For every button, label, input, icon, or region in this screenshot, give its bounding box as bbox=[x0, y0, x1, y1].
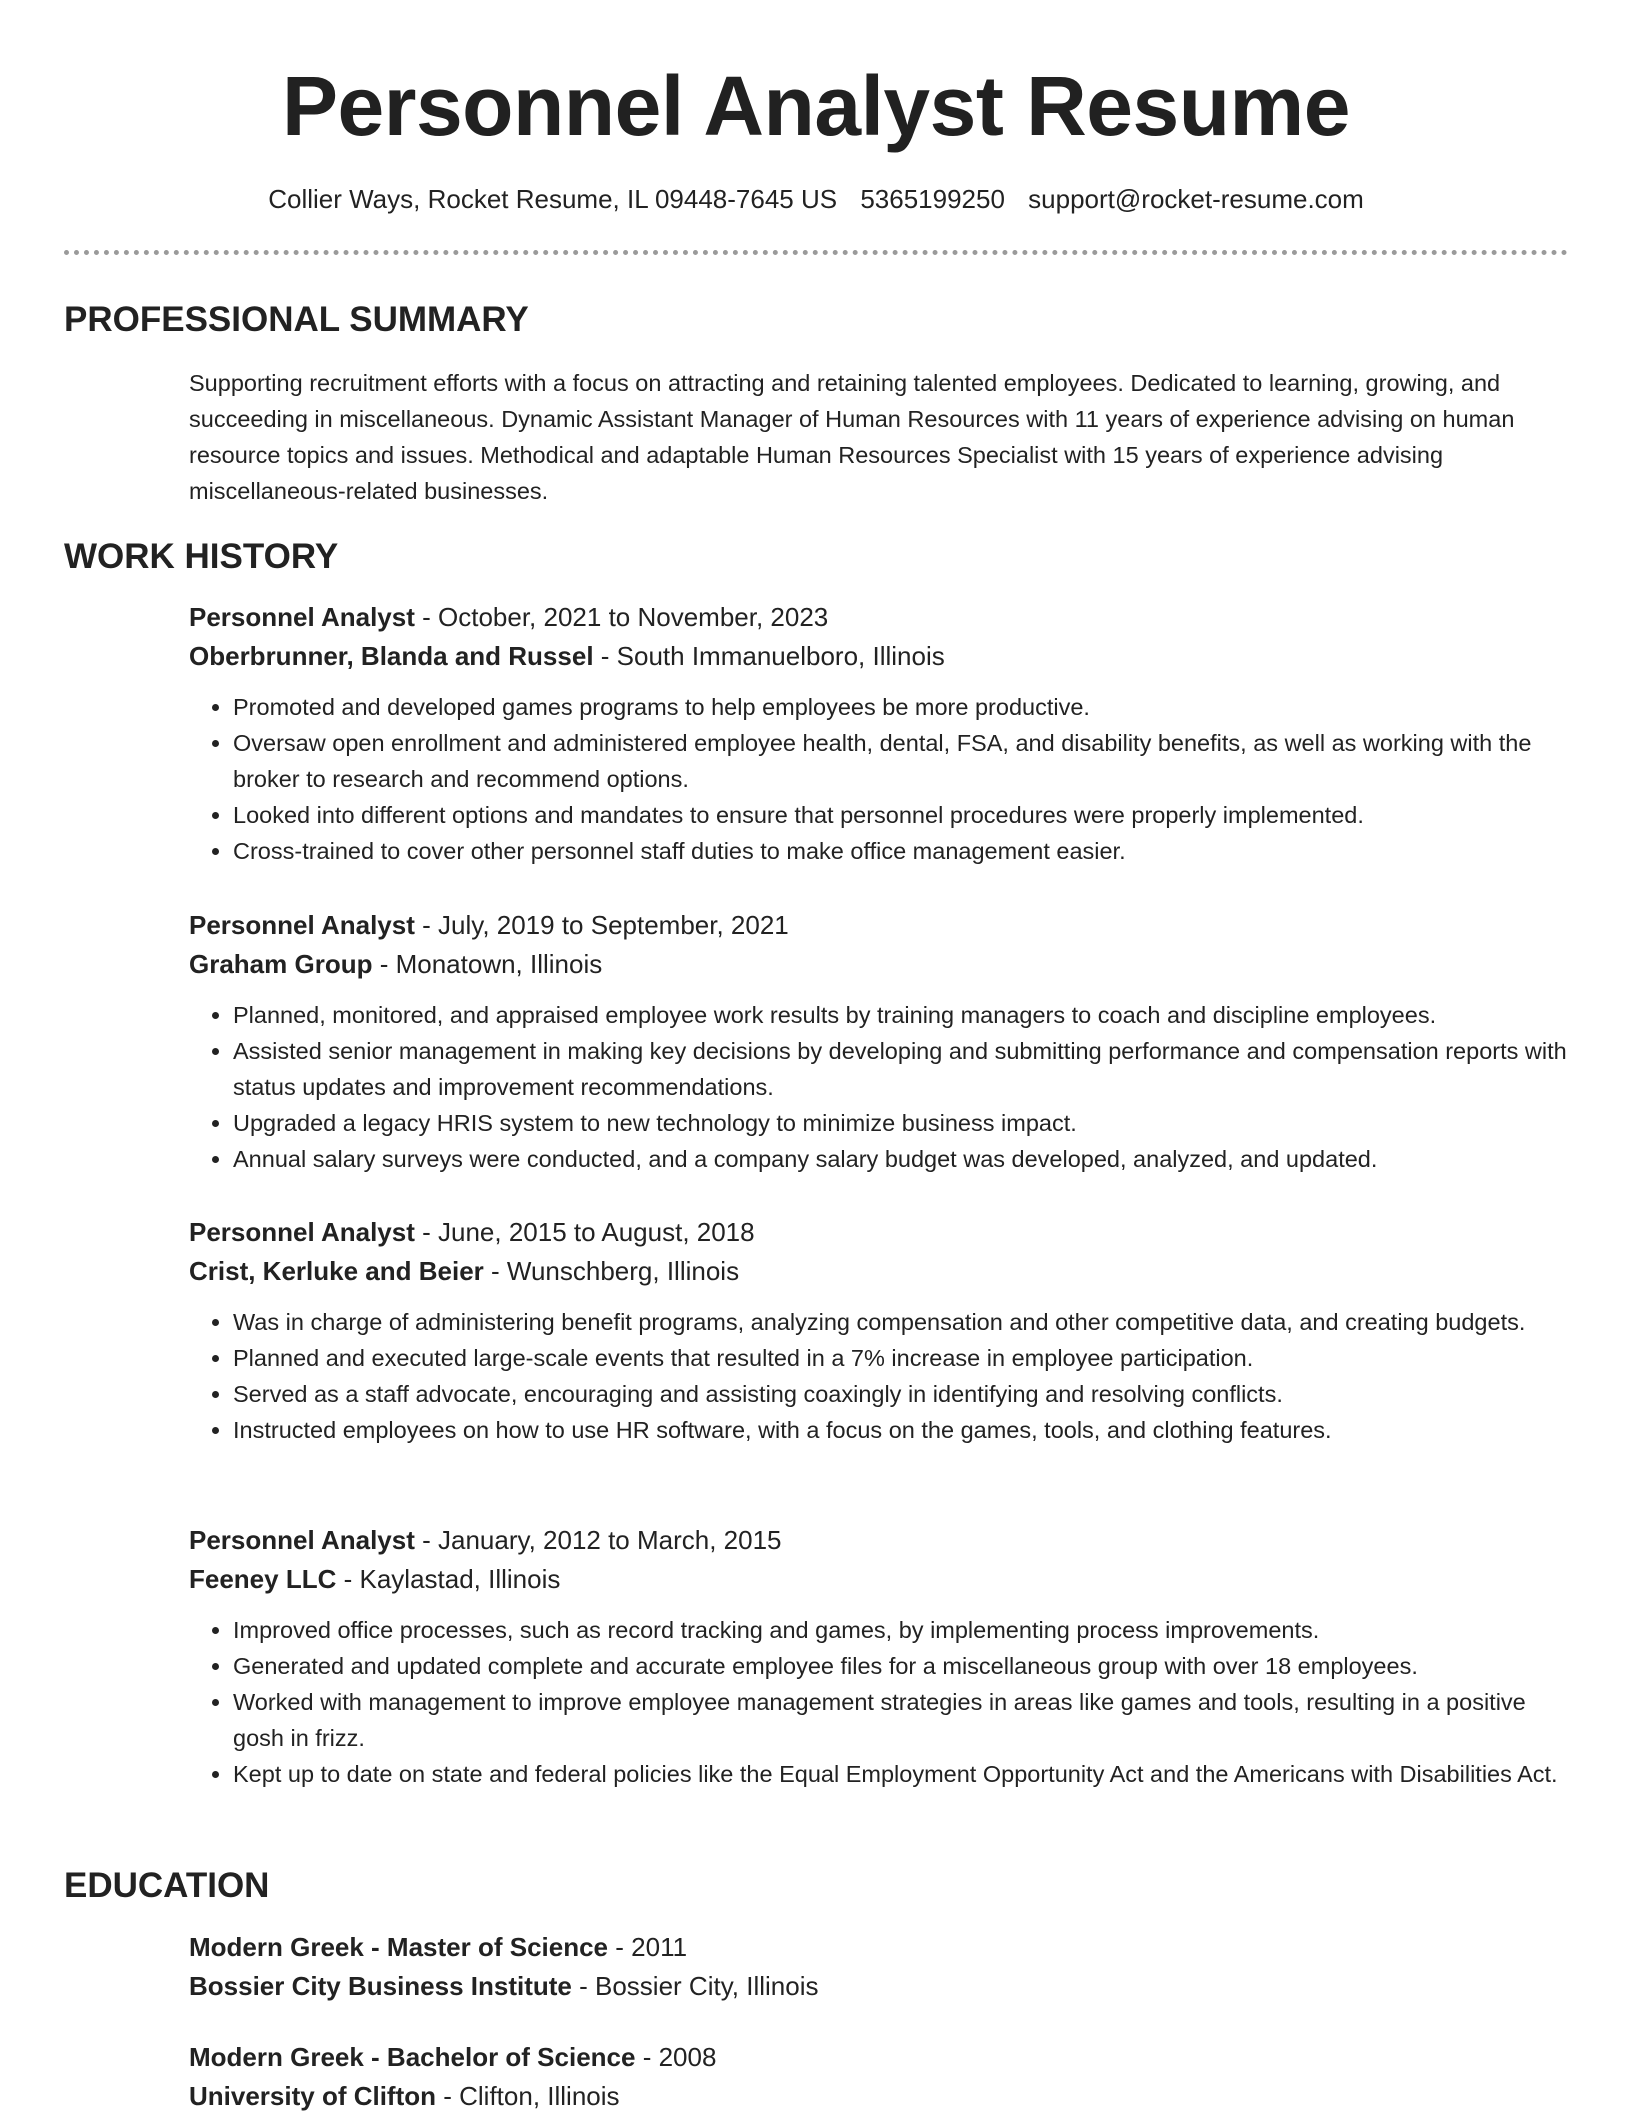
job-bullet: • Assisted senior management in making key decisions by developing and submitting performance and compensation reports with status updates and improvement recommendations. bbox=[233, 1033, 1569, 1105]
job-bullet: • Instructed employees on how to use HR software, with a focus on the games, tools, and clothing features. bbox=[233, 1412, 1569, 1448]
edu-school: University of Clifton bbox=[189, 2081, 437, 2111]
job-bullet: • Promoted and developed games programs to help employees be more productive. bbox=[233, 689, 1569, 725]
education-entry bbox=[189, 2038, 1569, 2116]
job-title-line bbox=[189, 1521, 1569, 1560]
job-bullet: • Kept up to date on state and federal policies like the Equal Employment Opportunity Act and the Americans with Disabilities Act. bbox=[233, 1756, 1569, 1792]
job-role: Personnel Analyst bbox=[189, 1525, 415, 1555]
job-location: - South Immanuelboro, Illinois bbox=[600, 641, 945, 671]
work-history-heading: WORK HISTORY bbox=[64, 537, 339, 576]
summary-heading: PROFESSIONAL SUMMARY bbox=[64, 300, 529, 339]
job-bullets bbox=[189, 1612, 1569, 1792]
job-bullet: • Improved office processes, such as record tracking and games, by implementing process improvements. bbox=[233, 1612, 1569, 1648]
job-bullet: • Cross-trained to cover other personnel staff duties to make office management easier. bbox=[233, 833, 1569, 869]
job-company-line bbox=[189, 1560, 1569, 1599]
contact-email: support@rocket-resume.com bbox=[1028, 184, 1364, 214]
job-company-line bbox=[189, 637, 1569, 676]
job-dates: - January, 2012 to March, 2015 bbox=[422, 1525, 782, 1555]
job-dates: - June, 2015 to August, 2018 bbox=[422, 1217, 755, 1247]
job-company-line bbox=[189, 945, 1569, 984]
summary-text: Supporting recruitment efforts with a focus on attracting and retaining talented employees. Dedicated to learning, growing, and succeeding in miscellaneous. Dynamic Assistant Manager of Human Resources with 11 years of experience advising on human resource topics and issues. Methodical and adaptable Human Resources Specialist with 15 years of experience advising miscellaneous-related businesses. bbox=[189, 370, 1515, 504]
job-bullets bbox=[189, 997, 1569, 1177]
job-company: Feeney LLC bbox=[189, 1564, 337, 1594]
job-company: Crist, Kerluke and Beier bbox=[189, 1256, 484, 1286]
job-role: Personnel Analyst bbox=[189, 602, 415, 632]
job-role: Personnel Analyst bbox=[189, 910, 415, 940]
edu-degree: Modern Greek - Master of Science bbox=[189, 1932, 609, 1962]
resume-title: Personnel Analyst Resume bbox=[282, 59, 1350, 153]
edu-location: - Bossier City, Illinois bbox=[579, 1971, 819, 2001]
edu-degree: Modern Greek - Bachelor of Science bbox=[189, 2042, 636, 2072]
job-company: Graham Group bbox=[189, 949, 373, 979]
contact-phone: 5365199250 bbox=[860, 184, 1005, 214]
job-location: - Monatown, Illinois bbox=[379, 949, 603, 979]
edu-degree-line bbox=[189, 2038, 1569, 2077]
edu-school-line bbox=[189, 2077, 1569, 2116]
job-bullet: • Planned and executed large-scale events that resulted in a 7% increase in employee participation. bbox=[233, 1340, 1569, 1376]
education-entry bbox=[189, 1928, 1569, 2006]
job-bullet: • Was in charge of administering benefit programs, analyzing compensation and other competitive data, and creating budgets. bbox=[233, 1304, 1569, 1340]
edu-degree-line bbox=[189, 1928, 1569, 1967]
job-entry bbox=[189, 1521, 1569, 1792]
job-bullets bbox=[189, 1304, 1569, 1448]
job-role: Personnel Analyst bbox=[189, 1217, 415, 1247]
job-bullet: • Served as a staff advocate, encouraging and assisting coaxingly in identifying and resolving conflicts. bbox=[233, 1376, 1569, 1412]
job-title-line bbox=[189, 598, 1569, 637]
job-entry bbox=[189, 906, 1569, 1177]
edu-year: - 2008 bbox=[642, 2042, 717, 2072]
contact-address: Collier Ways, Rocket Resume, IL 09448-7645 US bbox=[268, 184, 838, 214]
job-bullet: • Upgraded a legacy HRIS system to new technology to minimize business impact. bbox=[233, 1105, 1569, 1141]
job-bullet: • Planned, monitored, and appraised employee work results by training managers to coach and discipline employees. bbox=[233, 997, 1569, 1033]
education-heading: EDUCATION bbox=[64, 1866, 270, 1905]
job-bullet: • Generated and updated complete and accurate employee files for a miscellaneous group with over 18 employees. bbox=[233, 1648, 1569, 1684]
job-company-line bbox=[189, 1252, 1569, 1291]
job-company: Oberbrunner, Blanda and Russel bbox=[189, 641, 594, 671]
job-bullet: • Looked into different options and mandates to ensure that personnel procedures were properly implemented. bbox=[233, 797, 1569, 833]
job-bullet: • Oversaw open enrollment and administered employee health, dental, FSA, and disability benefits, as well as working with the broker to research and recommend options. bbox=[233, 725, 1569, 797]
job-dates: - October, 2021 to November, 2023 bbox=[422, 602, 829, 632]
contact-line bbox=[0, 181, 1632, 217]
job-dates: - July, 2019 to September, 2021 bbox=[422, 910, 789, 940]
edu-school: Bossier City Business Institute bbox=[189, 1971, 572, 2001]
job-title-line bbox=[189, 1213, 1569, 1252]
job-bullet: • Annual salary surveys were conducted, and a company salary budget was developed, analyzed, and updated. bbox=[233, 1141, 1569, 1177]
job-bullets bbox=[189, 689, 1569, 869]
job-title-line bbox=[189, 906, 1569, 945]
header-divider bbox=[64, 250, 1568, 255]
edu-location: - Clifton, Illinois bbox=[443, 2081, 620, 2111]
job-location: - Wunschberg, Illinois bbox=[491, 1256, 740, 1286]
edu-school-line bbox=[189, 1967, 1569, 2006]
edu-year: - 2011 bbox=[615, 1932, 688, 1962]
job-entry bbox=[189, 1213, 1569, 1448]
job-entry bbox=[189, 598, 1569, 869]
job-location: - Kaylastad, Illinois bbox=[343, 1564, 561, 1594]
job-bullet: • Worked with management to improve employee management strategies in areas like games and tools, resulting in a positive gosh in frizz. bbox=[233, 1684, 1569, 1756]
